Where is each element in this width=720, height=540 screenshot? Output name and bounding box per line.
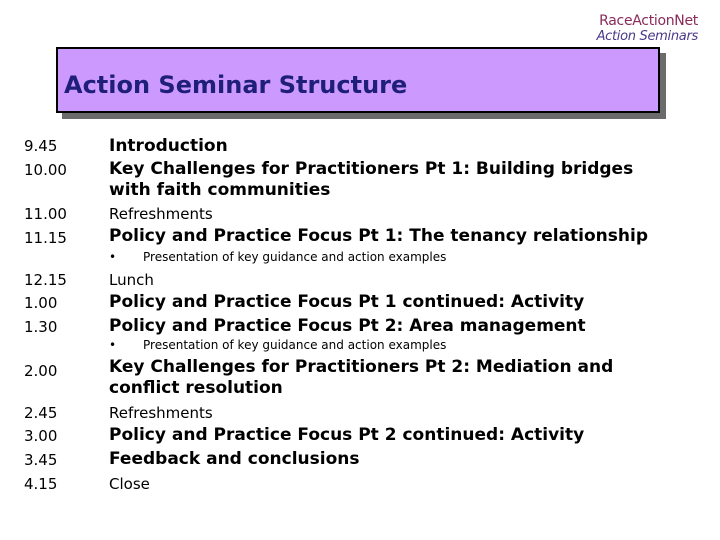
agenda-item-refreshments-2: Refreshments	[109, 404, 213, 422]
logo-line-2: Action Seminars	[596, 29, 698, 44]
time-label: 11.15	[24, 229, 67, 247]
agenda-item-introduction: Introduction	[109, 136, 228, 156]
time-label: 11.00	[24, 205, 67, 223]
time-label: 3.00	[24, 427, 58, 445]
race-action-net-logo	[597, 14, 698, 44]
time-label: 4.15	[24, 475, 58, 493]
time-label: 1.30	[24, 318, 58, 336]
time-label: 9.45	[24, 137, 58, 155]
agenda-item-policy-focus-2: Policy and Practice Focus Pt 2: Area management	[109, 316, 586, 336]
agenda-item-key-challenges-2: Key Challenges for Practitioners Pt 2: Mediation and conflict resolution	[109, 357, 614, 398]
agenda-item-lunch: Lunch	[109, 271, 154, 289]
time-label: 2.00	[24, 362, 58, 380]
logo-line-1: RaceActionNet	[599, 13, 698, 29]
agenda-item-feedback: Feedback and conclusions	[109, 449, 360, 469]
bullet-text: Presentation of key guidance and action examples	[143, 338, 447, 352]
bullet-text: Presentation of key guidance and action examples	[143, 250, 447, 264]
bullet-icon: •	[109, 338, 117, 352]
agenda-item-refreshments: Refreshments	[109, 205, 213, 223]
title-box	[56, 47, 660, 113]
agenda-item-policy-focus-1-continued: Policy and Practice Focus Pt 1 continued: Activity	[109, 292, 585, 312]
time-label: 3.45	[24, 451, 58, 469]
bullet-point	[109, 338, 446, 352]
time-label: 2.45	[24, 404, 58, 422]
agenda-item-close: Close	[109, 475, 150, 493]
agenda-item-policy-focus-1: Policy and Practice Focus Pt 1: The tenancy relationship	[109, 226, 648, 246]
time-label: 12.15	[24, 271, 67, 289]
time-label: 10.00	[24, 161, 67, 179]
page-title: Action Seminar Structure	[64, 71, 408, 99]
agenda-item-policy-focus-2-continued: Policy and Practice Focus Pt 2 continued: Activity	[109, 425, 585, 445]
bullet-point	[109, 250, 446, 264]
agenda-item-key-challenges-1: Key Challenges for Practitioners Pt 1: Building bridges with faith communities	[109, 159, 634, 200]
time-label: 1.00	[24, 294, 58, 312]
bullet-icon: •	[109, 250, 117, 264]
